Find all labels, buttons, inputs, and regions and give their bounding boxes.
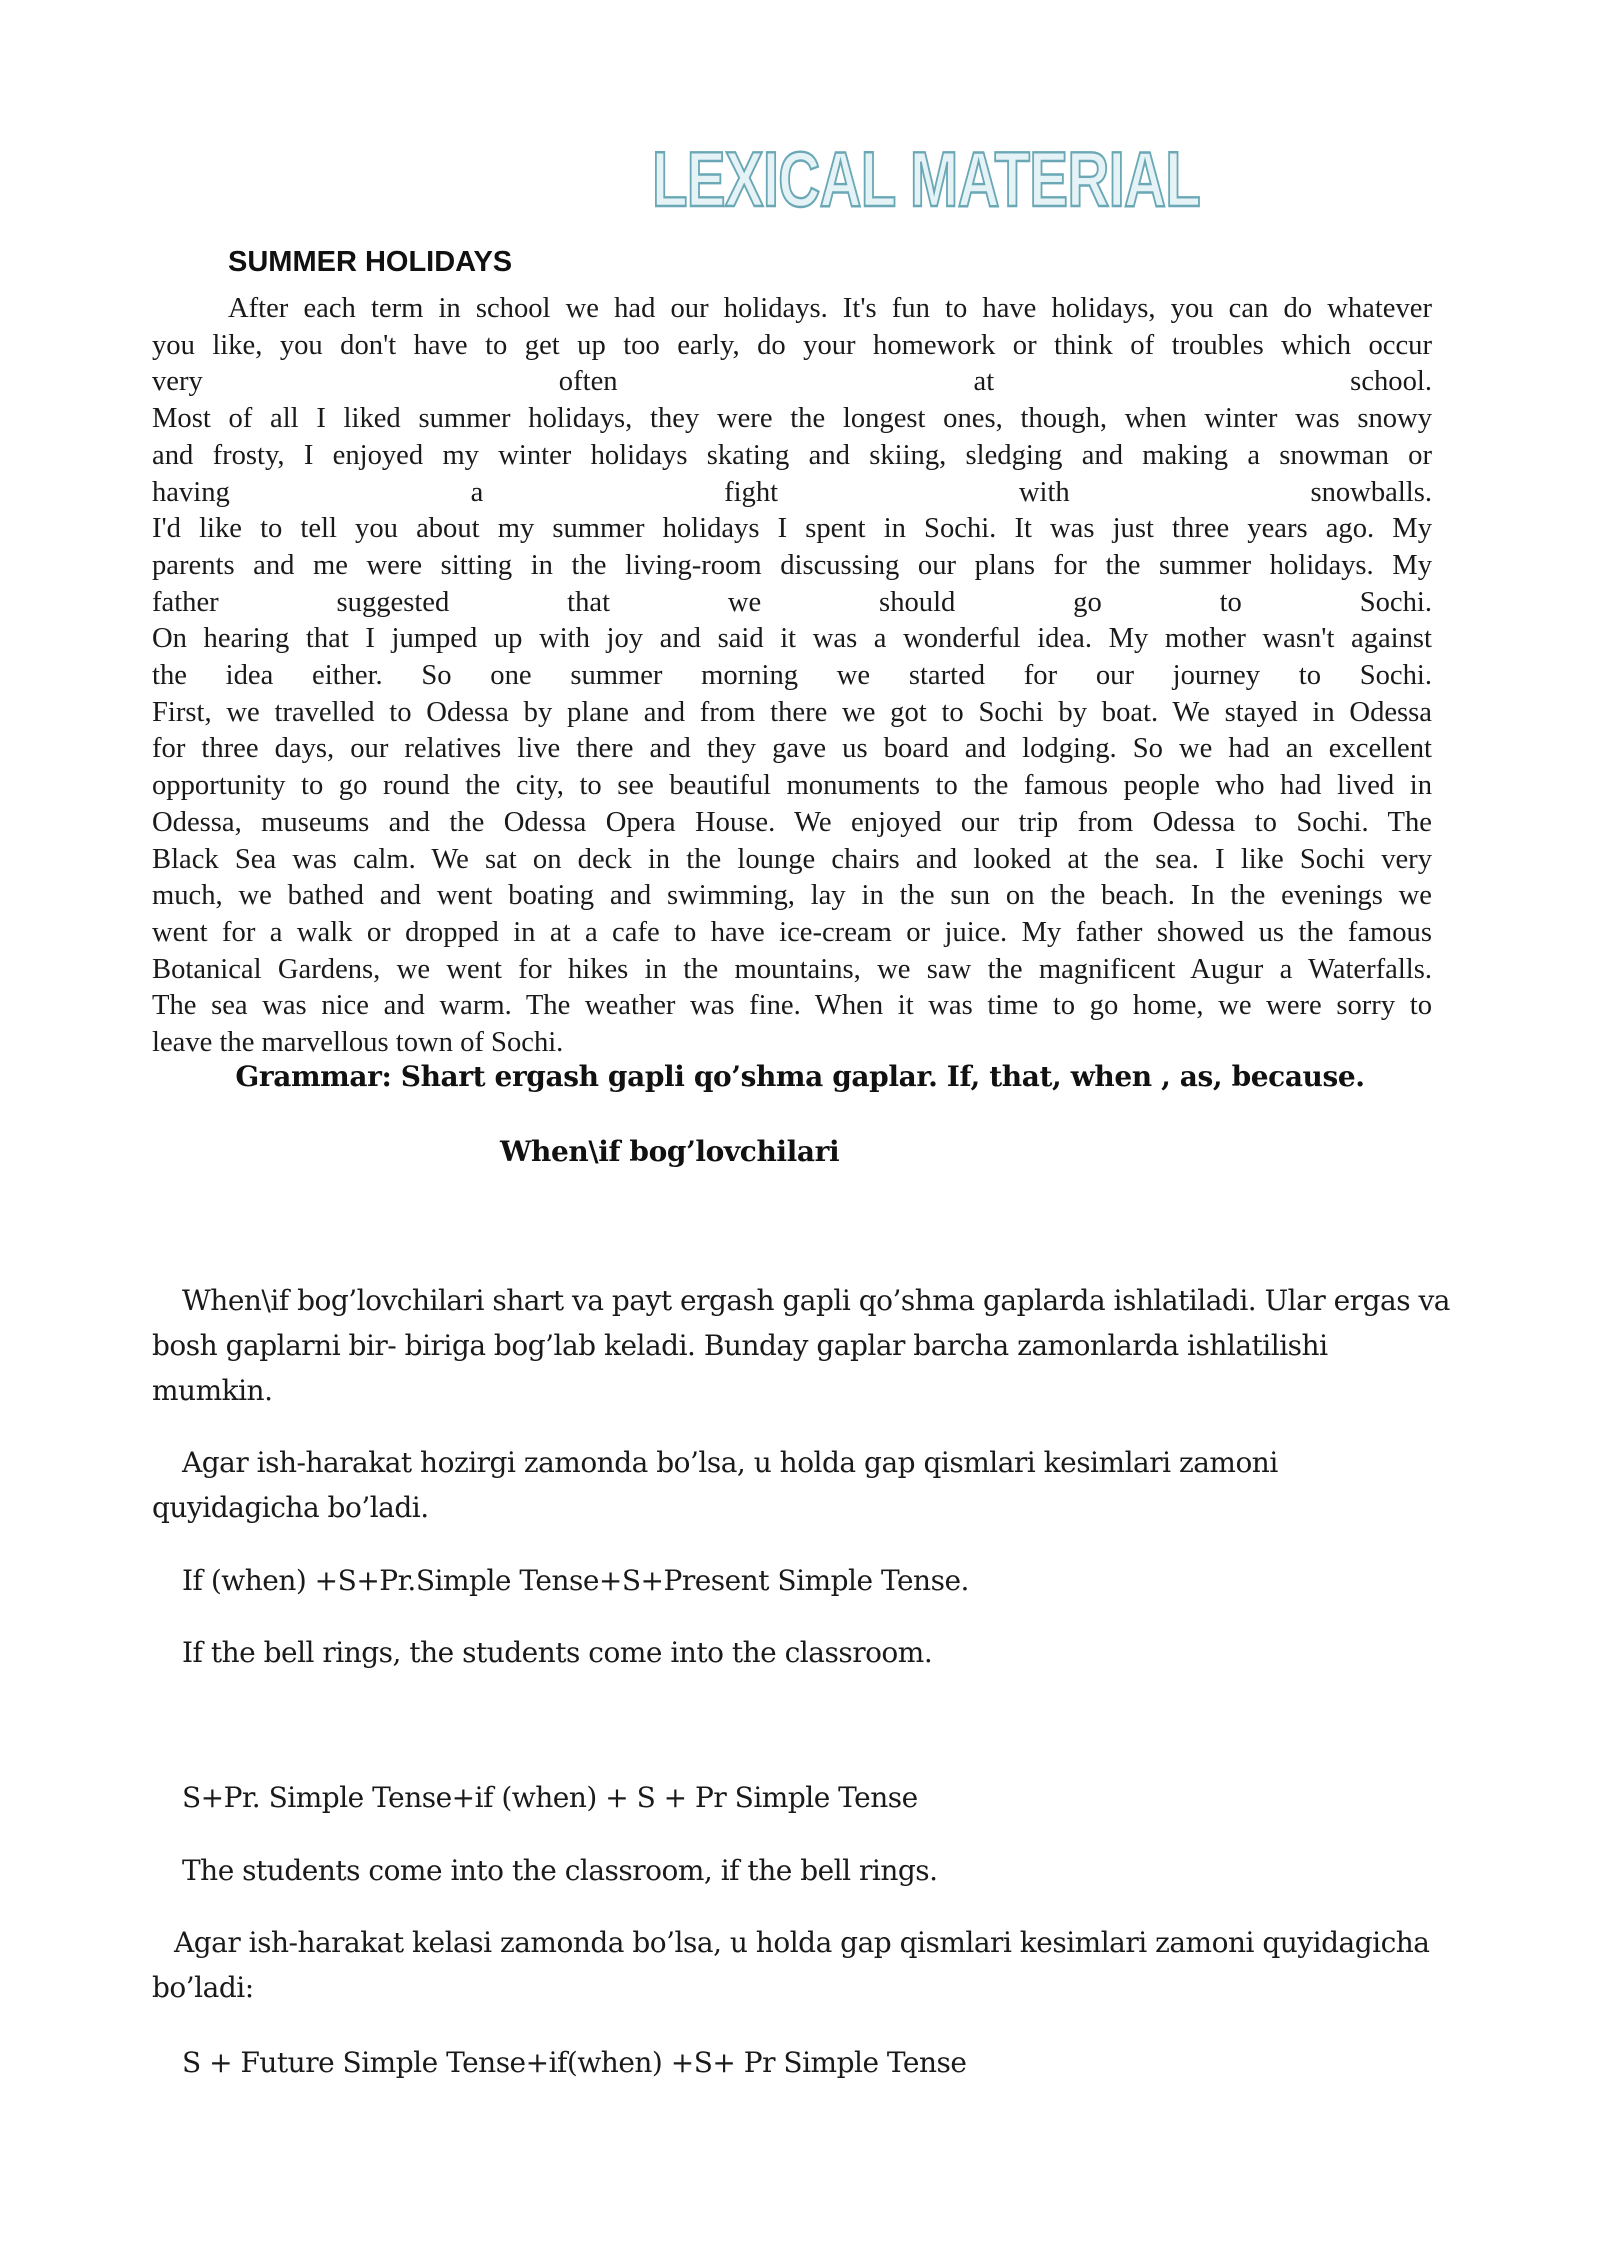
story-line: you like, you don't have to get up too early, do your homework or think of troubles which occur [152,329,1432,361]
story-line: Most of all I liked summer holidays, they were the longest ones, though, when winter was snowy [152,403,1432,435]
story-line: After each term in school we had our holidays. It's fun to have holidays, you can do whatever [228,293,1432,324]
story-line: and frosty, I enjoyed my winter holidays skating and skiing, sledging and making a snowman or [152,439,1432,471]
formula-2: S+Pr. Simple Tense+if (when) + S + Pr Simple Tense [182,1781,918,1814]
formula-1: If (when) +S+Pr.Simple Tense+S+Present Simple Tense. [182,1564,969,1597]
grammar-subtitle: When\if bog’lovchilari [500,1135,840,1168]
lexical-material-wordart-title [652,118,1212,228]
example-2: The students come into the classroom, if the bell rings. [182,1854,938,1887]
story-line: for three days, our relatives live there and they gave us board and lodging. So we had an excellent [152,733,1432,765]
story-line: Odessa, museums and the Odessa Opera House. We enjoyed our trip from Odessa to Sochi. The [152,806,1432,838]
story-line: First, we travelled to Odessa by plane and from there we got to Sochi by boat. We stayed in Odessa [152,696,1432,728]
story-line: Botanical Gardens, we went for hikes in the mountains, we saw the magnificent Augur a Waterfalls. [152,953,1432,985]
story-line: having a fight with snowballs. [152,476,1432,508]
grammar-title: Grammar: Shart ergash gapli qo’shma gaplar. If, that, when , as, because. [235,1060,1365,1093]
section-heading: SUMMER HOLIDAYS [228,246,513,278]
future-rule-paragraph: Agar ish-harakat kelasi zamonda bo’lsa, u holda gap qismlari kesimlari zamoni quyidagicha bo’ladi: [152,1926,1430,2004]
story-line: On hearing that I jumped up with joy and said it was a wonderful idea. My mother wasn't against [152,623,1432,655]
story-line: father suggested that we should go to Sochi. [152,586,1432,618]
grammar-intro-paragraph: When\if bog’lovchilari shart va payt ergash gapli qo’shma gaplarda ishlatiladi. Ular ergas va bosh gaplarni bir- biriga bog’lab keladi. Bunday gaplar barcha zamonlarda ishlatilishi mumkin. [152,1284,1450,1407]
example-1: If the bell rings, the students come into the classroom. [182,1636,933,1669]
story-line: Black Sea was calm. We sat on deck in the lounge chairs and looked at the sea. I like Sochi very [152,843,1432,875]
wordart-title-text: LEXICAL MATERIAL [652,135,1200,223]
story-line: very often at school. [152,366,1432,398]
story-line: leave the marvellous town of Sochi. [152,1027,564,1059]
story-line: I'd like to tell you about my summer holidays I spent in Sochi. It was just three years ago. My [152,513,1432,545]
story-text [152,291,1432,1062]
story-line: parents and me were sitting in the living-room discussing our plans for the summer holidays. My [152,549,1432,581]
formula-3: S + Future Simple Tense+if(when) +S+ Pr Simple Tense [182,2046,967,2079]
story-line: the idea either. So one summer morning we started for our journey to Sochi. [152,660,1432,692]
story-line: opportunity to go round the city, to see beautiful monuments to the famous people who had lived in [152,770,1432,802]
story-line: The sea was nice and warm. The weather was fine. When it was time to go home, we were sorry to [152,990,1432,1022]
story-line: much, we bathed and went boating and swimming, lay in the sun on the beach. In the evenings we [152,880,1432,912]
present-rule-paragraph: Agar ish-harakat hozirgi zamonda bo’lsa, u holda gap qismlari kesimlari zamoni quyidagicha bo’ladi. [152,1446,1278,1524]
story-line: went for a walk or dropped in at a cafe to have ice-cream or juice. My father showed us the famous [152,916,1432,948]
